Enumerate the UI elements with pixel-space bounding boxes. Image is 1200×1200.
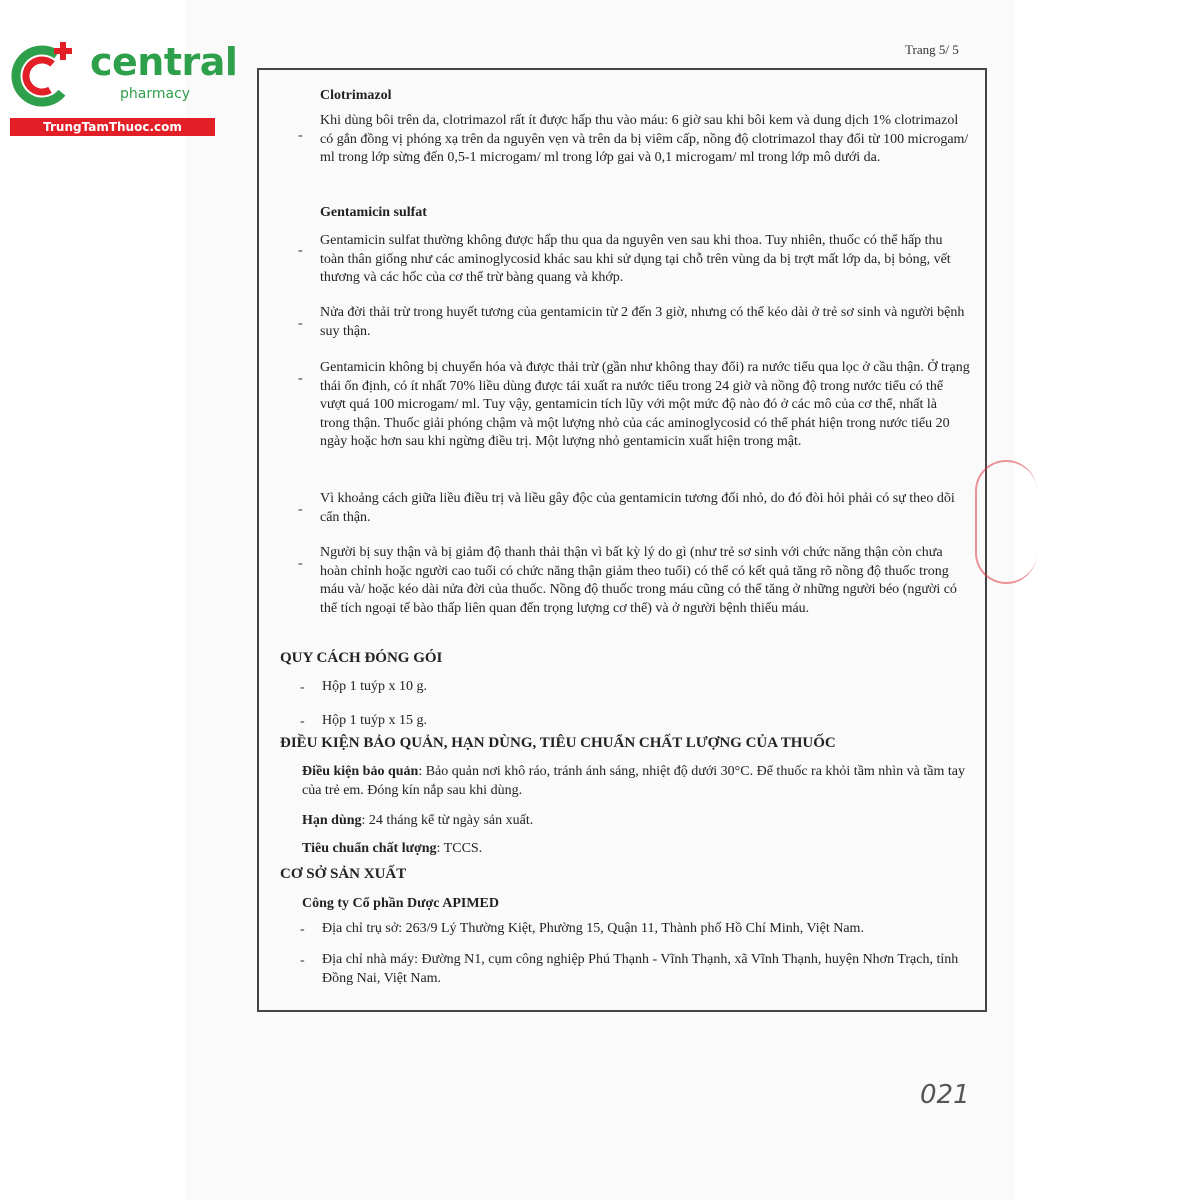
- logo-subtitle: pharmacy: [120, 86, 191, 102]
- bullet-dash: -: [300, 680, 305, 695]
- bullet-dash: -: [298, 371, 303, 386]
- gentamicin-item: Nửa đời thải trừ trong huyết tương của gentamicin từ 2 đến 3 giờ, nhưng có thể kéo dài ở trẻ sơ sinh và người bệnh suy thận.: [320, 305, 965, 339]
- head-office-address: Địa chỉ trụ sở: 263/9 Lý Thường Kiệt, Phường 15, Quận 11, Thành phố Hồ Chí Minh, Việt Nam.: [322, 921, 864, 936]
- manufacturer-heading: CƠ SỞ SẢN XUẤT: [280, 866, 407, 882]
- expiry-label: Hạn dùng: [302, 813, 362, 828]
- gentamicin-item: Vì khoảng cách giữa liều điều trị và liều gây độc của gentamicin tương đối nhỏ, do đó đòi hỏi phải có sự theo dõi cẩn thận.: [320, 491, 955, 525]
- clotrimazol-heading: Clotrimazol: [320, 88, 392, 103]
- storage-conditions-text: : Bảo quản nơi khô ráo, tránh ánh sáng, nhiệt độ dưới 30°C. Để thuốc ra khỏi tầm nhìn và tầm tay của trẻ em. Đóng kín nắp sau khi dùng.: [302, 764, 965, 798]
- bullet-dash: -: [300, 953, 305, 968]
- gentamicin-item: Gentamicin không bị chuyển hóa và được thải trừ (gần như không thay đổi) ra nước tiểu qua lọc ở cầu thận. Ở trạng thái ổn định, có ít nhất 70% liều dùng được tái xuất ra nước tiểu trong 24 giờ và nồng độ trong nước tiểu có thể vượt quá 100 microgam/ ml. Tuy vậy, gentamicin tích lũy với một mức độ nào đó ở các mô của cơ thể, nhất là trong thận. Thuốc giải phóng chậm và một lượng nhỏ của các aminoglycosid có thể phát hiện trong nước tiểu 20 ngày hoặc hơn sau khi ngừng điều trị. Một lượng nhỏ gentamicin xuất hiện trong mật.: [320, 360, 970, 449]
- clotrimazol-paragraph: Khi dùng bôi trên da, clotrimazol rất ít được hấp thu vào máu: 6 giờ sau khi bôi kem và dung dịch 1% clotrimazol có gắn đồng vị phóng xạ trên da nguyên vẹn và trên da bị viêm cấp, nồng độ clotrimazol thay đổi từ 100 microgam/ ml trong lớp sừng đến 0,5-1 microgam/ ml trong lớp gai và 0,1 microgam/ ml trong lớp mô dưới da.: [320, 113, 969, 165]
- pharmacy-cross-icon: [10, 38, 80, 108]
- factory-address: Địa chỉ nhà máy: Đường N1, cụm công nghiệp Phú Thạnh - Vĩnh Thạnh, xã Vĩnh Thạnh, huyện Nhơn Trạch, tỉnh Đồng Nai, Việt Nam.: [322, 952, 959, 986]
- gentamicin-item: Gentamicin sulfat thường không được hấp thu qua da nguyên ven sau khi thoa. Tuy nhiên, thuốc có thể hấp thu toàn thân giống như các aminoglycosid khác sau khi sử dụng tại chỗ trên vùng da bị trợt mất lớp da, bị bỏng, vết thương và các hốc của cơ thể trừ bàng quang và khớp.: [320, 233, 951, 285]
- bullet-dash: -: [298, 316, 303, 331]
- packaging-heading: QUY CÁCH ĐÓNG GÓI: [280, 650, 443, 666]
- bullet-dash: -: [298, 502, 303, 517]
- packaging-item: Hộp 1 tuýp x 15 g.: [322, 713, 427, 728]
- logo-name: central: [90, 40, 238, 84]
- bullet-dash: -: [298, 556, 303, 571]
- quality-standard: [302, 840, 482, 859]
- quality-standard-label: Tiêu chuẩn chất lượng: [302, 841, 437, 856]
- logo-website[interactable]: TrungTamThuoc.com: [10, 118, 215, 136]
- storage-conditions-label: Điều kiện bảo quản: [302, 764, 419, 779]
- bullet-dash: -: [298, 243, 303, 258]
- expiry: [302, 812, 533, 831]
- bullet-dash: -: [300, 922, 305, 937]
- expiry-text: : 24 tháng kể từ ngày sản xuất.: [361, 813, 534, 828]
- bullet-dash: -: [298, 128, 303, 143]
- bullet-dash: -: [300, 714, 305, 729]
- packaging-item: Hộp 1 tuýp x 10 g.: [322, 679, 427, 694]
- red-stamp: [975, 460, 1037, 584]
- central-pharmacy-logo[interactable]: [10, 38, 238, 138]
- storage-conditions: [302, 763, 972, 800]
- page-number: Trang 5/ 5: [905, 42, 959, 57]
- quality-standard-text: : TCCS.: [436, 841, 483, 856]
- storage-heading: ĐIỀU KIỆN BẢO QUẢN, HẠN DÙNG, TIÊU CHUẨN CHẤT LƯỢNG CỦA THUỐC: [280, 735, 836, 751]
- company-name: Công ty Cổ phần Dược APIMED: [302, 896, 500, 911]
- handwritten-number: 021: [920, 1080, 970, 1110]
- gentamicin-heading: Gentamicin sulfat: [320, 205, 427, 220]
- gentamicin-item: Người bị suy thận và bị giảm độ thanh thải thận vì bất kỳ lý do gì (như trẻ sơ sinh với chức năng thận còn chưa hoàn chỉnh hoặc người cao tuổi có chức năng thận giảm theo tuổi) có thể có kết quả tăng rõ nồng độ thuốc trong máu và/ hoặc kéo dài nửa đời của thuốc. Nồng độ thuốc trong máu cũng có thể tăng ở những người béo (người có thể tích ngoại tế bào thấp liên quan đến trọng lượng cơ thể) và ở người bệnh thiếu máu.: [320, 545, 957, 616]
